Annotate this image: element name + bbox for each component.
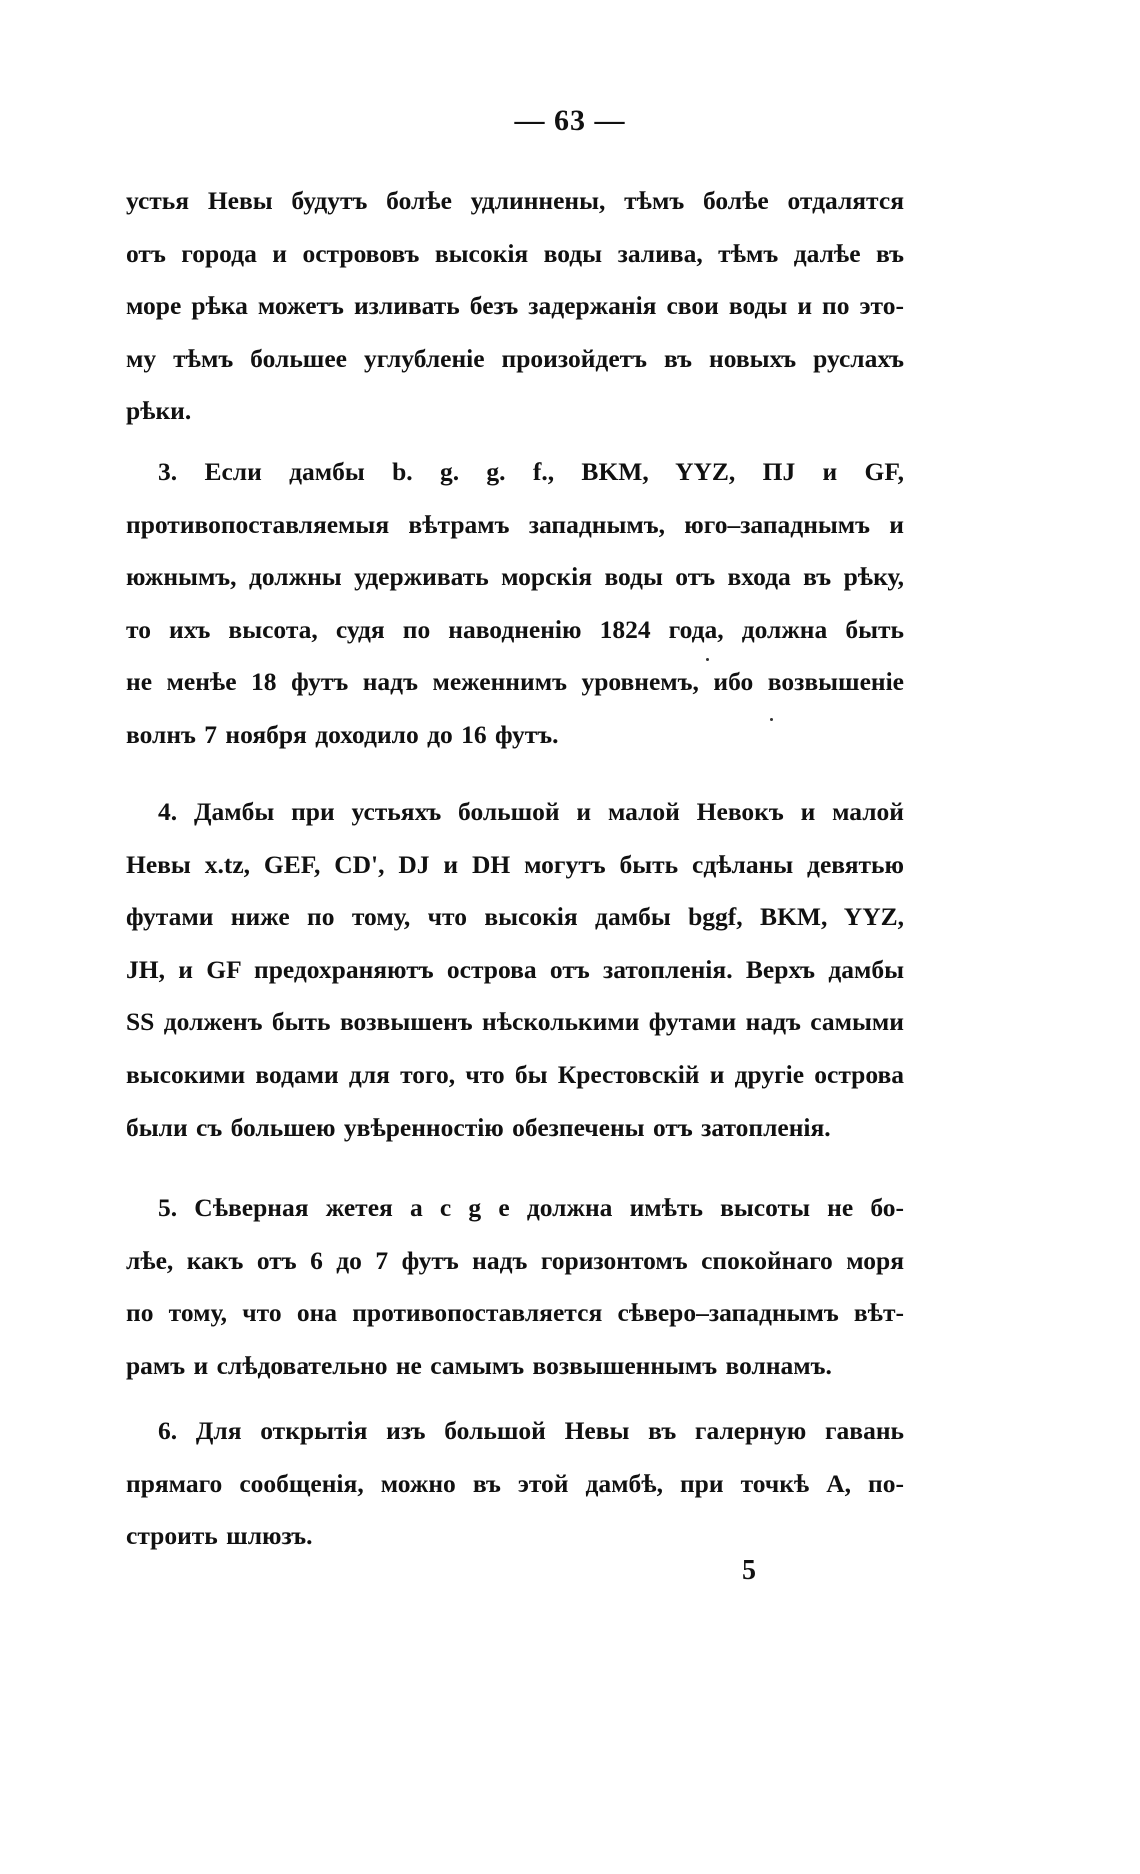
paragraph-5	[126, 1182, 904, 1392]
text-line: JH, и GF предохраняютъ острова отъ затопленія. Верхъ дамбы	[126, 954, 904, 984]
text-line: Невы x.tz, GEF, CD', DJ и DH могутъ быть сдѣланы девятью	[126, 849, 904, 879]
paragraph-3	[126, 446, 904, 762]
text-line: противопоставляемыя вѣтрамъ западнымъ, юго–западнымъ и	[126, 509, 904, 539]
print-speck	[706, 658, 709, 661]
print-speck	[770, 718, 773, 721]
text-line: по тому, что она противопоставляется сѣверо–западнымъ вѣт-	[126, 1298, 904, 1328]
text-line: строить шлюзъ.	[126, 1521, 313, 1551]
text-line: волнъ 7 ноября доходило до 16 футъ.	[126, 719, 559, 749]
signature-mark: 5	[742, 1555, 756, 1586]
text-line: 4. Дамбы при устьяхъ большой и малой Невокъ и малой	[158, 797, 904, 826]
text-line: 5. Сѣверная жетея a c g e должна имѣть высоты не бо-	[158, 1193, 904, 1222]
text-line: то ихъ высота, судя по наводненію 1824 года, должна быть	[126, 614, 904, 644]
text-line: высокими водами для того, что бы Крестовскій и другіе острова	[126, 1059, 904, 1089]
paragraph-intro	[126, 175, 904, 438]
text-line: море рѣка можетъ изливать безъ задержанія свои воды и по это-	[126, 291, 904, 321]
paragraph-6	[126, 1405, 904, 1563]
text-line: лѣе, какъ отъ 6 до 7 футъ надъ горизонтомъ спокойнаго моря	[126, 1245, 904, 1275]
text-line: устья Невы будутъ болѣе удлиннены, тѣмъ болѣе отдалятся	[126, 186, 904, 215]
text-line: прямаго сообщенія, можно въ этой дамбѣ, при точкѣ A, по-	[126, 1468, 904, 1498]
text-line: южнымъ, должны удерживать морскія воды отъ входа въ рѣку,	[126, 562, 904, 592]
text-line: SS долженъ быть возвышенъ нѣсколькими футами надъ самыми	[126, 1007, 904, 1037]
text-line: 6. Для открытія изъ большой Невы въ галерную гавань	[158, 1416, 904, 1445]
text-line: 3. Если дамбы b. g. g. f., BKM, YYZ, ПJ и GF,	[158, 457, 904, 486]
text-line: были съ большею увѣренностію обезпечены отъ затопленія.	[126, 1112, 831, 1142]
text-line: отъ города и острововъ высокія воды залива, тѣмъ далѣе въ	[126, 238, 904, 268]
paragraph-4	[126, 786, 904, 1154]
text-line: футами ниже по тому, что высокія дамбы bggf, BKM, YYZ,	[126, 902, 904, 932]
text-line: не менѣе 18 футъ надъ меженнимъ уровнемъ, ибо возвышеніе	[126, 667, 904, 697]
text-line: му тѣмъ большее углубленіе произойдетъ въ новыхъ руслахъ	[126, 343, 904, 373]
page-number: — 63 —	[514, 104, 626, 137]
text-line: рѣки.	[126, 396, 192, 426]
text-line: рамъ и слѣдовательно не самымъ возвышеннымъ волнамъ.	[126, 1350, 832, 1380]
